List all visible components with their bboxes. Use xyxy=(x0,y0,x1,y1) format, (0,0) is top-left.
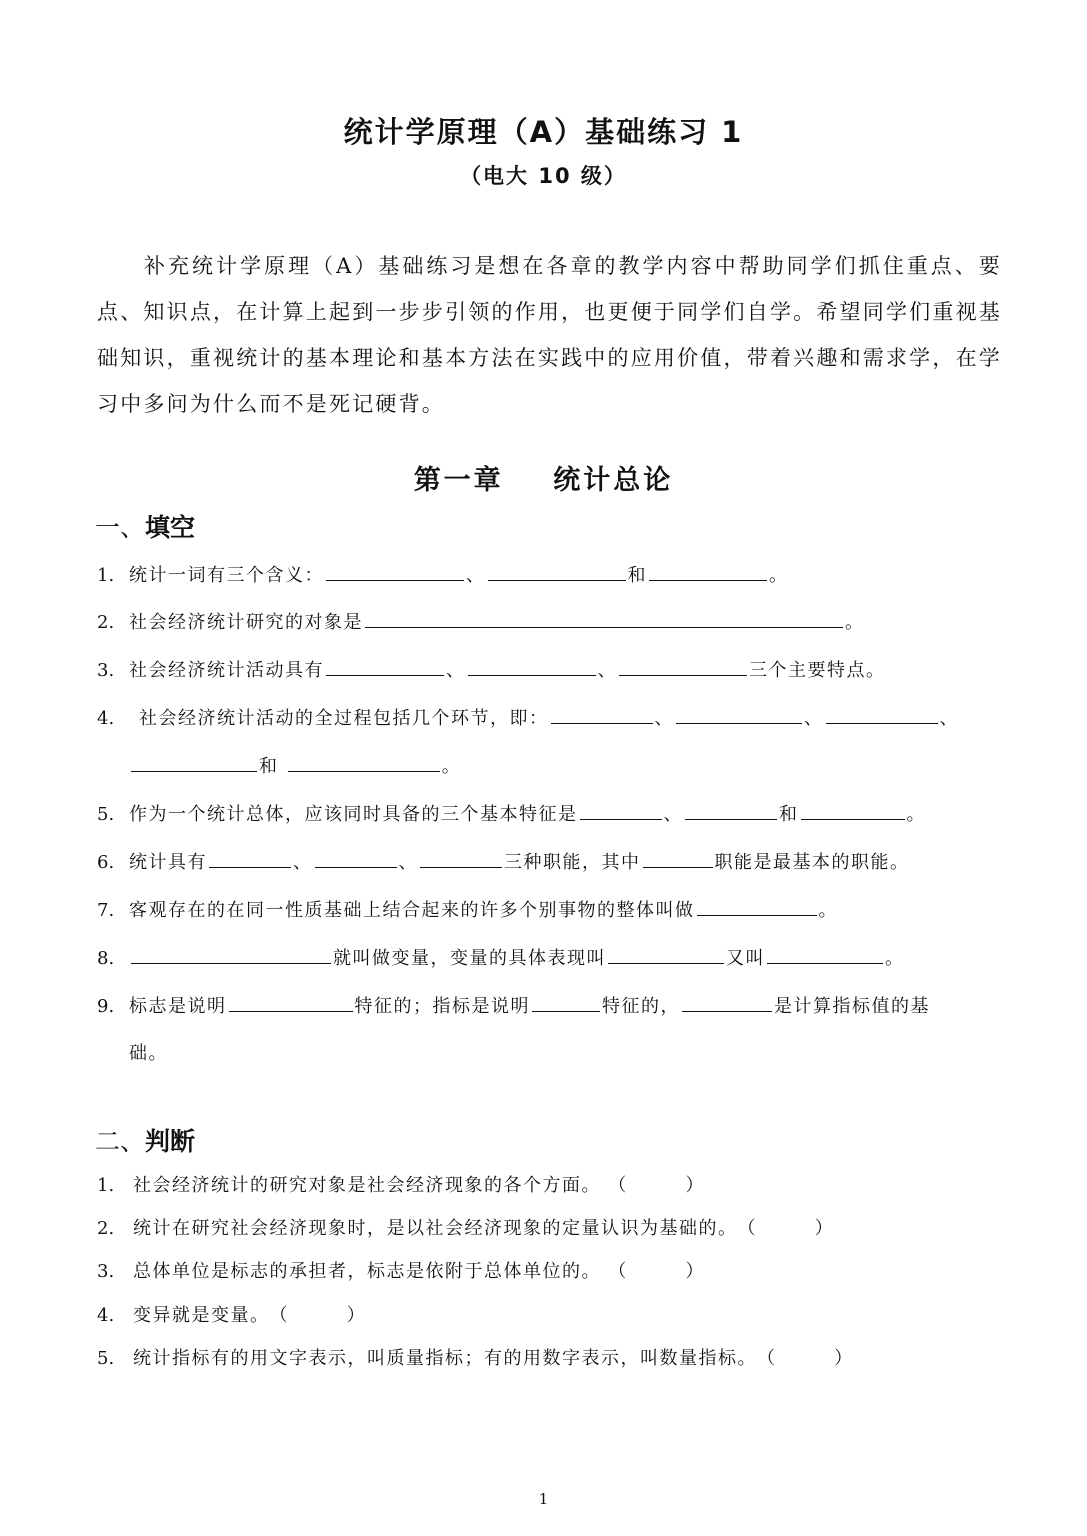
question-text: 作为一个统计总体，应该同时具备的三个基本特征是 xyxy=(129,804,578,825)
answer-parentheses[interactable]: （ ） xyxy=(737,1218,835,1239)
judge-question-5 xyxy=(97,1344,854,1374)
fill-question-9 xyxy=(97,991,930,1021)
question-text: 、 xyxy=(804,708,824,729)
section-heading-fill xyxy=(95,508,195,544)
answer-blank[interactable] xyxy=(619,655,747,676)
question-text: 和 xyxy=(627,565,647,586)
question-text: 。 xyxy=(441,756,462,777)
question-text: 是计算指标值的基 xyxy=(774,996,930,1017)
question-text: 三种职能，其中 xyxy=(504,852,641,873)
answer-blank[interactable] xyxy=(826,703,938,724)
answer-blank[interactable] xyxy=(649,560,767,581)
intro-paragraph: 补充统计学原理（A）基础练习是想在各章的教学内容中帮助同学们抓住重点、要点、知识点，在计算上起到一步步引领的作用，也更便于同学们自学。希望同学们重视基础知识，重视统计的基本理论和基本方法在实践中的应用价值，带着兴趣和需求学，在学习中多问为什么而不是死记硬背。 xyxy=(97,254,1002,416)
question-text: 统计指标有的用文字表示，叫质量指标；有的用数字表示，叫数量指标。 xyxy=(133,1348,757,1369)
question-number: 2. xyxy=(97,1218,115,1239)
question-number: 4. xyxy=(97,708,115,729)
question-text: 就叫做变量，变量的具体表现叫 xyxy=(333,948,606,969)
question-text: 。 xyxy=(885,948,905,969)
question-text: 、 xyxy=(466,565,486,586)
question-text: 统计一词有三个含义： xyxy=(129,565,324,586)
fill-question-2 xyxy=(97,607,865,637)
question-text: 统计在研究社会经济现象时，是以社会经济现象的定量认识为基础的。 xyxy=(133,1218,738,1239)
answer-blank[interactable] xyxy=(767,943,883,964)
question-text: 职能是最基本的职能。 xyxy=(714,852,910,873)
fill-question-1 xyxy=(97,560,789,590)
answer-blank[interactable] xyxy=(682,991,772,1012)
answer-blank[interactable] xyxy=(365,607,843,628)
question-number: 5. xyxy=(97,804,115,825)
document-subtitle: （电大 10 级） xyxy=(460,164,627,188)
question-text: 、 xyxy=(663,804,683,825)
answer-blank[interactable] xyxy=(801,799,905,820)
answer-blank[interactable] xyxy=(209,847,291,868)
answer-blank[interactable] xyxy=(488,560,626,581)
question-number: 4. xyxy=(97,1305,115,1326)
question-number: 9. xyxy=(97,996,115,1017)
question-text: 和 xyxy=(259,756,279,777)
section-label: 填空 xyxy=(145,513,196,542)
question-text: 。 xyxy=(845,612,865,633)
answer-parentheses[interactable]: （ ） xyxy=(608,1175,706,1196)
question-text: 特征的；指标是说明 xyxy=(354,996,530,1017)
question-text: 社会经济统计研究的对象是 xyxy=(129,612,363,633)
question-text: 、 xyxy=(597,660,617,681)
answer-parentheses[interactable]: （ ） xyxy=(757,1348,854,1369)
question-number: 6. xyxy=(97,852,115,873)
answer-blank[interactable] xyxy=(551,703,653,724)
question-text: 。 xyxy=(769,565,789,586)
question-number: 7. xyxy=(97,900,115,921)
question-text: 标志是说明 xyxy=(129,996,227,1017)
question-text: 。 xyxy=(906,804,926,825)
question-text: 社会经济统计活动具有 xyxy=(129,660,324,681)
question-number: 3. xyxy=(97,660,115,681)
fill-question-8 xyxy=(97,943,905,973)
question-text: 、 xyxy=(654,708,674,729)
answer-parentheses[interactable]: （ ） xyxy=(608,1261,706,1282)
fill-question-3 xyxy=(97,655,886,685)
answer-blank[interactable] xyxy=(468,655,596,676)
fill-question-7 xyxy=(97,895,838,925)
question-text: 三个主要特点。 xyxy=(749,660,886,681)
answer-blank[interactable] xyxy=(420,847,502,868)
question-text: 、 xyxy=(446,660,466,681)
judge-question-2 xyxy=(97,1214,834,1244)
question-number: 8. xyxy=(97,948,115,969)
question-text: 社会经济统计活动的全过程包括几个环节，即： xyxy=(139,708,549,729)
fill-question-4-continued xyxy=(129,751,461,781)
question-text: 变异就是变量。 xyxy=(133,1305,270,1326)
answer-blank[interactable] xyxy=(676,703,802,724)
question-text: 、 xyxy=(939,708,959,729)
document-title: 统计学原理（A）基础练习 1 xyxy=(343,115,744,149)
answer-blank[interactable] xyxy=(131,943,331,964)
judge-question-4 xyxy=(97,1301,366,1331)
answer-blank[interactable] xyxy=(288,751,440,772)
question-text: 特征的， xyxy=(602,996,680,1017)
section-label: 判断 xyxy=(145,1127,196,1156)
page-number: 1 xyxy=(538,1490,549,1508)
question-text: 总体单位是标志的承担者，标志是依附于总体单位的。 xyxy=(133,1261,601,1282)
question-text: 统计具有 xyxy=(129,852,207,873)
question-text: 础。 xyxy=(129,1043,168,1064)
answer-blank[interactable] xyxy=(326,560,464,581)
fill-question-4 xyxy=(97,703,959,733)
question-number: 5. xyxy=(97,1348,115,1369)
section-number: 一、 xyxy=(95,513,146,542)
question-text: 社会经济统计的研究对象是社会经济现象的各个方面。 xyxy=(133,1175,601,1196)
question-text: 和 xyxy=(779,804,799,825)
question-text: 客观存在的在同一性质基础上结合起来的许多个别事物的整体叫做 xyxy=(129,900,695,921)
question-text: 、 xyxy=(293,852,313,873)
question-number: 1. xyxy=(97,1175,115,1196)
answer-blank[interactable] xyxy=(608,943,724,964)
answer-blank[interactable] xyxy=(580,799,662,820)
fill-question-6 xyxy=(97,847,910,877)
question-number: 2. xyxy=(97,612,115,633)
judge-question-1 xyxy=(97,1171,705,1201)
answer-blank[interactable] xyxy=(685,799,777,820)
answer-blank[interactable] xyxy=(131,751,257,772)
fill-question-9-continued xyxy=(129,1039,168,1069)
answer-blank[interactable] xyxy=(229,991,353,1012)
fill-question-5 xyxy=(97,799,926,829)
answer-blank[interactable] xyxy=(532,991,600,1012)
question-text: 又叫 xyxy=(726,948,765,969)
section-heading-judge xyxy=(95,1122,195,1158)
question-text: 、 xyxy=(398,852,418,873)
answer-blank[interactable] xyxy=(643,847,713,868)
answer-parentheses[interactable]: （ ） xyxy=(269,1305,367,1326)
question-number: 3. xyxy=(97,1261,115,1282)
answer-blank[interactable] xyxy=(326,655,444,676)
answer-blank[interactable] xyxy=(697,895,817,916)
answer-blank[interactable] xyxy=(315,847,397,868)
chapter-heading: 第一章 统计总论 xyxy=(413,465,674,496)
section-number: 二、 xyxy=(95,1127,146,1156)
judge-question-3 xyxy=(97,1257,705,1287)
question-number: 1. xyxy=(97,565,115,586)
question-text: 。 xyxy=(818,900,838,921)
